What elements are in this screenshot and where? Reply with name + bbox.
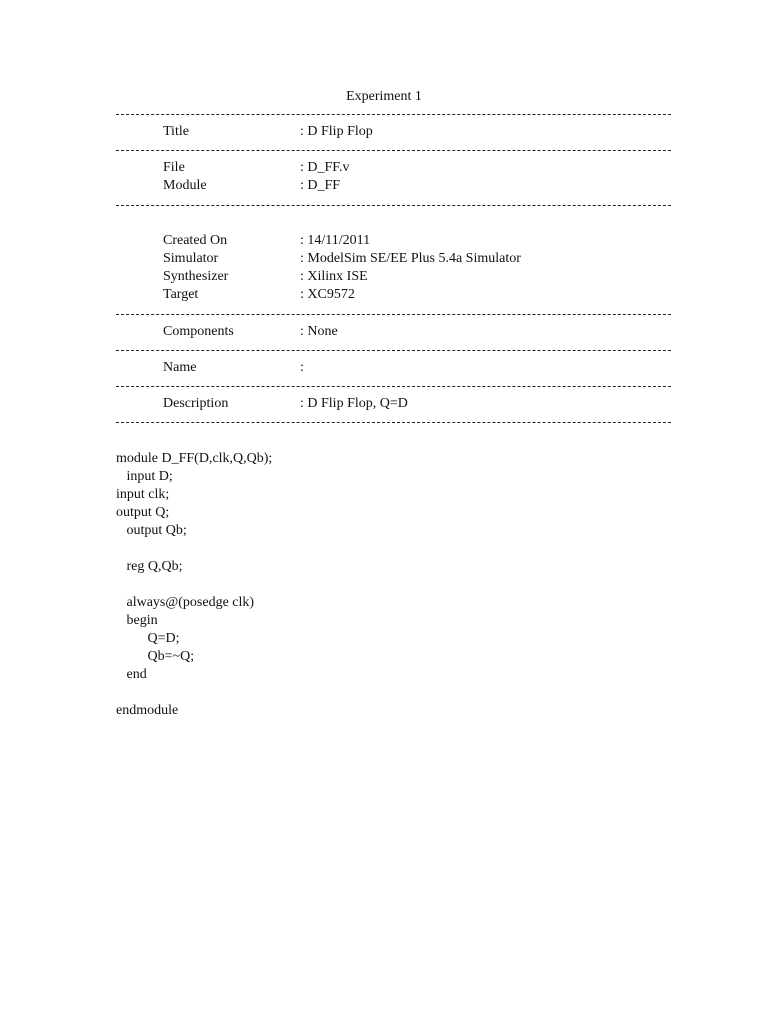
- code-line: input clk;: [116, 487, 170, 502]
- code-line: output Q;: [116, 505, 170, 520]
- code-line: reg Q,Qb;: [116, 559, 183, 574]
- code-line: begin: [116, 613, 158, 628]
- field-label: Simulator: [163, 251, 219, 266]
- separator-line: [116, 422, 671, 423]
- field-value: : ModelSim SE/EE Plus 5.4a Simulator: [300, 251, 521, 266]
- code-line: Q=D;: [116, 631, 180, 646]
- code-line: endmodule: [116, 703, 179, 718]
- field-value: : D_FF: [300, 178, 341, 193]
- field-value: : D Flip Flop: [300, 124, 373, 139]
- field-label: File: [163, 160, 185, 175]
- field-label: Synthesizer: [163, 269, 229, 284]
- field-value: : 14/11/2011: [300, 233, 371, 248]
- separator-line: [116, 205, 671, 206]
- code-line: module D_FF(D,clk,Q,Qb);: [116, 451, 273, 466]
- field-value: : Xilinx ISE: [300, 269, 368, 284]
- separator-line: [116, 150, 671, 151]
- field-label: Description: [163, 396, 229, 411]
- code-line: [116, 684, 676, 702]
- field-value: :: [300, 360, 304, 375]
- code-line: always@(posedge clk): [116, 595, 255, 610]
- document-heading: Experiment 1: [346, 89, 422, 104]
- code-line: input D;: [116, 469, 173, 484]
- separator-line: [116, 350, 671, 351]
- code-line: [116, 576, 676, 594]
- code-line: output Qb;: [116, 523, 187, 538]
- field-value: : D Flip Flop, Q=D: [300, 396, 408, 411]
- verilog-code-block: [116, 450, 676, 720]
- separator-line: [116, 114, 671, 115]
- field-value: : D_FF.v: [300, 160, 350, 175]
- separator-line: [116, 314, 671, 315]
- field-label: Target: [163, 287, 199, 302]
- field-label: Created On: [163, 233, 228, 248]
- separator-line: [116, 386, 671, 387]
- code-line: Qb=~Q;: [116, 649, 195, 664]
- field-value: : XC9572: [300, 287, 355, 302]
- field-label: Components: [163, 324, 234, 339]
- field-label: Name: [163, 360, 197, 375]
- field-label: Module: [163, 178, 207, 193]
- field-value: : None: [300, 324, 338, 339]
- field-label: Title: [163, 124, 189, 139]
- code-line: [116, 540, 676, 558]
- code-line: end: [116, 667, 147, 682]
